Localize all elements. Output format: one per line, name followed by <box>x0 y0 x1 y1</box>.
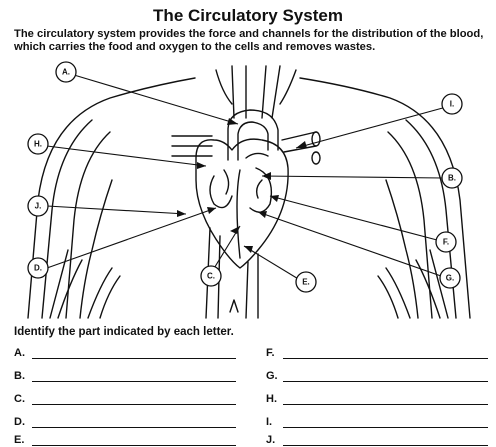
pulmonary-artery <box>282 132 316 152</box>
callout-b-label: B. <box>448 173 456 183</box>
callout-a-label: A. <box>62 67 70 77</box>
callout-d-label: D. <box>34 263 42 273</box>
neck-vessel <box>232 66 234 118</box>
answer-line-e[interactable] <box>32 445 236 446</box>
callout-f-label: F. <box>442 237 450 247</box>
answer-line-d[interactable] <box>32 427 236 428</box>
answer-label-c: C. <box>14 393 25 405</box>
page-title: The Circulatory System <box>153 6 343 25</box>
answer-label-e: E. <box>14 434 25 446</box>
answer-line-c[interactable] <box>32 404 236 405</box>
answer-label-i: I. <box>266 416 273 428</box>
answer-label-f: F. <box>266 347 275 359</box>
intro-text: The circulatory system provides the force and channels for the distribution of the blood, which carries the food and oxygen to the cells and removes wastes. <box>14 28 484 53</box>
answer-label-b: B. <box>14 370 25 382</box>
callout-i-label: I. <box>449 99 455 109</box>
callout-h-label: H. <box>34 139 42 149</box>
callout-j-label: J. <box>34 201 42 211</box>
heart-outline <box>196 139 288 268</box>
aortic-arch <box>228 110 278 160</box>
answer-label-h: H. <box>266 393 277 405</box>
pulmonary-vessels-left <box>172 136 212 156</box>
answer-line-g[interactable] <box>283 381 488 382</box>
callout-e-label: E. <box>302 277 310 287</box>
question-text: Identify the part indicated by each letter. <box>14 326 234 338</box>
answer-line-b[interactable] <box>32 381 236 382</box>
answer-label-a: A. <box>14 347 25 359</box>
answer-line-f[interactable] <box>283 358 488 359</box>
answer-line-a[interactable] <box>32 358 236 359</box>
answer-label-d: D. <box>14 416 25 428</box>
answer-line-h[interactable] <box>283 404 488 405</box>
heart-septum <box>237 170 240 258</box>
callout-g-label: G. <box>445 273 455 283</box>
answer-line-j[interactable] <box>283 445 488 446</box>
descending-aorta <box>246 254 258 318</box>
callout-c-label: C. <box>207 271 215 281</box>
answer-line-i[interactable] <box>283 427 488 428</box>
answer-label-g: G. <box>266 370 278 382</box>
answer-label-j: J. <box>266 434 276 446</box>
